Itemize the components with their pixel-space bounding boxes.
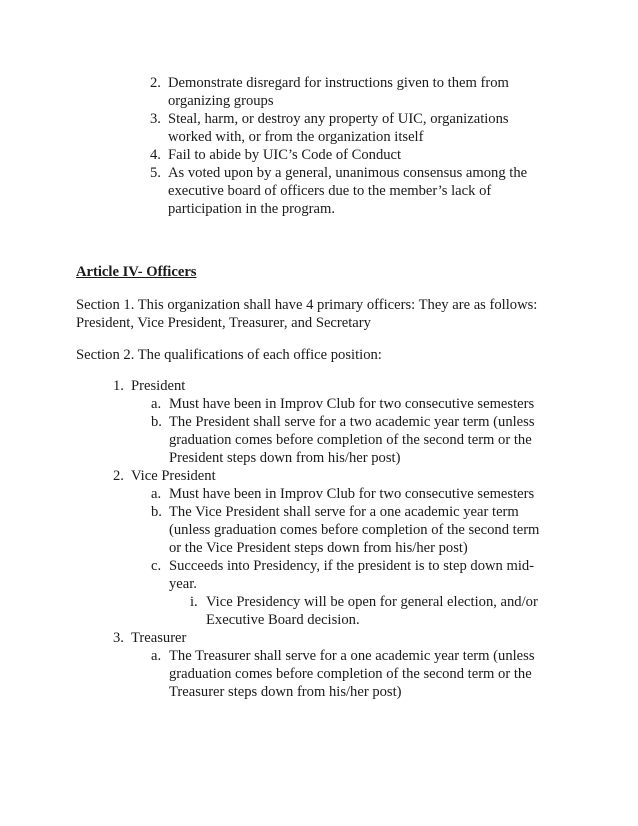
position-title: Treasurer <box>131 630 187 646</box>
sub-item-line: Succeeds into Presidency, if the president is to step down mid- <box>169 558 535 574</box>
list-item-line: organizing groups <box>168 93 274 109</box>
position-marker: 3. <box>113 630 124 646</box>
sub-item-line: Must have been in Improv Club for two consecutive semesters <box>169 396 535 412</box>
sub-marker: b. <box>151 414 162 430</box>
sub-item-line: The Treasurer shall serve for a one academic year term (unless <box>169 648 535 664</box>
list-item-line: Demonstrate disregard for instructions given to them from <box>168 75 509 91</box>
sub-item-line: (unless graduation comes before completion of the second term <box>169 522 540 538</box>
sub-marker: c. <box>151 558 162 574</box>
position-title: President <box>131 378 186 394</box>
sub-item-line: graduation comes before completion of the second term or the <box>169 432 532 448</box>
sub-item-line: Must have been in Improv Club for two consecutive semesters <box>169 486 535 502</box>
sub-item-line: or the Vice President steps down from his/her post) <box>169 540 468 556</box>
article-heading: Article IV- Officers <box>76 264 197 280</box>
sub-item-line: President steps down from his/her post) <box>169 450 401 466</box>
list-item-line: As voted upon by a general, unanimous consensus among the <box>168 165 528 181</box>
list-item-line: participation in the program. <box>168 201 335 217</box>
sub-marker: a. <box>151 648 162 664</box>
section-1-text: President, Vice President, Treasurer, and Secretary <box>76 315 371 331</box>
section-2-text: Section 2. The qualifications of each office position: <box>76 347 382 363</box>
roman-item-line: Vice Presidency will be open for general election, and/or <box>206 594 538 610</box>
list-item-line: Steal, harm, or destroy any property of UIC, organizations <box>168 111 509 127</box>
sub-item-line: The Vice President shall serve for a one academic year term <box>169 504 519 520</box>
position-title: Vice President <box>131 468 216 484</box>
list-marker: 3. <box>150 111 161 127</box>
list-item-line: Fail to abide by UIC’s Code of Conduct <box>168 147 402 163</box>
position-marker: 2. <box>113 468 124 484</box>
sub-item-line: Treasurer steps down from his/her post) <box>169 684 402 700</box>
sub-item-line: The President shall serve for a two academic year term (unless <box>169 414 535 430</box>
roman-item-line: Executive Board decision. <box>206 612 360 628</box>
sub-item-line: graduation comes before completion of the second term or the <box>169 666 532 682</box>
sub-marker: a. <box>151 396 162 412</box>
position-marker: 1. <box>113 378 124 394</box>
list-marker: 4. <box>150 147 161 163</box>
sub-marker: b. <box>151 504 162 520</box>
sub-item-line: year. <box>169 576 197 592</box>
list-item-line: worked with, or from the organization itself <box>168 129 424 145</box>
list-marker: 2. <box>150 75 161 91</box>
list-item-line: executive board of officers due to the member’s lack of <box>168 183 492 199</box>
sub-marker: a. <box>151 486 162 502</box>
roman-marker: i. <box>190 594 198 610</box>
list-marker: 5. <box>150 165 161 181</box>
section-1-text: Section 1. This organization shall have 4 primary officers: They are as follows: <box>76 297 538 313</box>
